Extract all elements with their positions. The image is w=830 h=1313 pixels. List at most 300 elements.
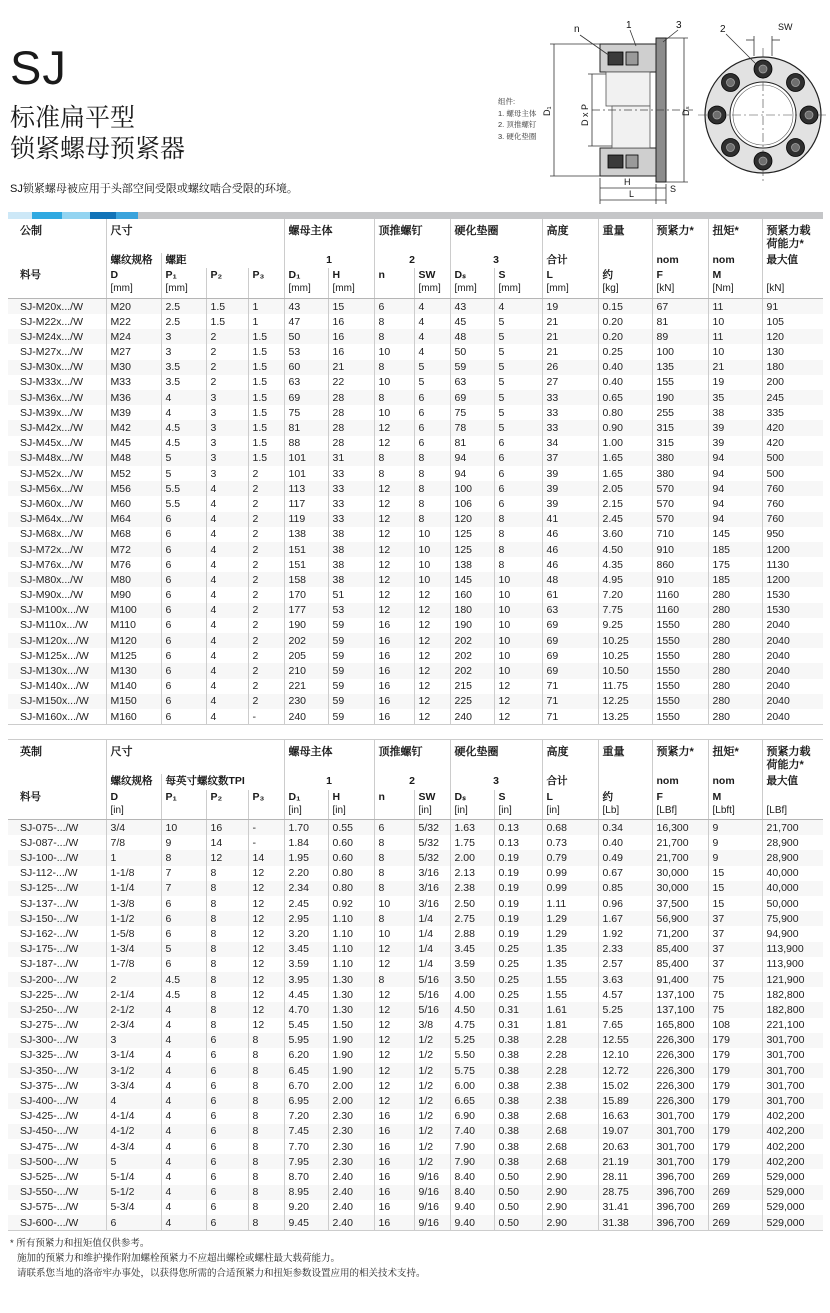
value-cell: M80: [106, 572, 161, 587]
sub-item-3: 3: [450, 774, 542, 789]
value-cell: 8: [374, 466, 414, 481]
value-cell: 4: [161, 1093, 206, 1108]
value-cell: 280: [708, 603, 762, 618]
value-cell: 1-1/4: [106, 881, 161, 896]
value-cell: 1200: [762, 572, 823, 587]
part-number-cell: SJ-M36x.../W: [20, 391, 84, 404]
table-row: [8, 329, 823, 344]
value-cell: 8: [414, 451, 450, 466]
spacer: [8, 774, 106, 789]
value-cell: 6: [161, 679, 206, 694]
value-cell: 8: [374, 911, 414, 926]
value-cell: 0.49: [598, 850, 652, 865]
value-cell: 10: [708, 344, 762, 359]
unit-d1: [mm]: [284, 282, 328, 298]
value-cell: 4: [206, 527, 248, 542]
value-cell: 3: [161, 329, 206, 344]
legend-item-1: 1. 螺母主体: [498, 108, 537, 118]
value-cell: 33: [328, 481, 374, 496]
table-row: [8, 911, 823, 926]
value-cell: 4: [414, 329, 450, 344]
part-number-cell: SJ-225-.../W: [20, 988, 79, 1001]
value-cell: 226,300: [652, 1033, 708, 1048]
value-cell: 420: [762, 436, 823, 451]
value-cell: 89: [652, 329, 708, 344]
value-cell: 1530: [762, 603, 823, 618]
value-cell: 20.63: [598, 1139, 652, 1154]
value-cell: 16: [374, 648, 414, 663]
table-row: [8, 972, 823, 987]
col-n: n: [374, 790, 414, 804]
product-series-title: SJ: [10, 41, 67, 94]
value-cell: 301,700: [762, 1078, 823, 1093]
value-cell: 59: [328, 694, 374, 709]
value-cell: -: [248, 709, 284, 725]
group-torque: 扭矩*: [708, 740, 762, 775]
unit-ds: [in]: [450, 804, 494, 820]
value-cell: 4: [206, 481, 248, 496]
value-cell: 94: [450, 451, 494, 466]
value-cell: 10.25: [598, 633, 652, 648]
value-cell: 6: [414, 405, 450, 420]
value-cell: 200: [762, 375, 823, 390]
value-cell: 91: [762, 298, 823, 314]
value-cell: 570: [652, 512, 708, 527]
value-cell: 1/2: [414, 1048, 450, 1063]
value-cell: 315: [652, 436, 708, 451]
value-cell: 6: [374, 820, 414, 836]
value-cell: M72: [106, 542, 161, 557]
value-cell: 5.75: [450, 1063, 494, 1078]
value-cell: 1.5: [248, 344, 284, 359]
part-number-cell: SJ-M60x.../W: [20, 497, 84, 510]
value-cell: 16: [374, 1139, 414, 1154]
value-cell: 860: [652, 557, 708, 572]
part-number-cell: SJ-475-.../W: [20, 1140, 79, 1153]
value-cell: 10: [494, 603, 542, 618]
value-cell: 4: [206, 663, 248, 678]
sub-total: 合计: [542, 253, 598, 268]
value-cell: 0.19: [494, 850, 542, 865]
table-row: [8, 1078, 823, 1093]
table-row: [8, 1048, 823, 1063]
value-cell: 5/32: [414, 820, 450, 836]
value-cell: 6.20: [284, 1048, 328, 1063]
value-cell: 301,700: [652, 1109, 708, 1124]
value-cell: 81: [450, 436, 494, 451]
value-cell: 380: [652, 451, 708, 466]
value-cell: M76: [106, 557, 161, 572]
value-cell: M30: [106, 360, 161, 375]
value-cell: 1.90: [328, 1063, 374, 1078]
value-cell: 12: [414, 709, 450, 725]
technical-drawing: [488, 16, 828, 208]
value-cell: 7/8: [106, 835, 161, 850]
value-cell: 2.75: [450, 911, 494, 926]
value-cell: 94: [708, 451, 762, 466]
value-cell: 2.90: [542, 1169, 598, 1184]
value-cell: 5-1/4: [106, 1169, 161, 1184]
value-cell: 12.10: [598, 1048, 652, 1063]
part-number-cell: SJ-M64x.../W: [20, 513, 84, 526]
value-cell: 3/16: [414, 881, 450, 896]
col-l: L: [542, 790, 598, 804]
part-number-cell: SJ-350-.../W: [20, 1064, 79, 1077]
value-cell: 4: [161, 1033, 206, 1048]
col-f: F: [652, 790, 708, 804]
value-cell: 2040: [762, 679, 823, 694]
unit-h: [in]: [328, 804, 374, 820]
value-cell: 0.60: [328, 850, 374, 865]
value-cell: 75: [284, 405, 328, 420]
value-cell: 59: [328, 679, 374, 694]
value-cell: 16: [374, 618, 414, 633]
value-cell: 8: [374, 850, 414, 865]
value-cell: 3.95: [284, 972, 328, 987]
value-cell: 2.5: [161, 298, 206, 314]
value-cell: 0.25: [494, 957, 542, 972]
value-cell: 6: [206, 1124, 248, 1139]
value-cell: 5: [494, 405, 542, 420]
value-cell: 529,000: [762, 1200, 823, 1215]
value-cell: 43: [450, 298, 494, 314]
value-cell: 500: [762, 466, 823, 481]
value-cell: 2.00: [328, 1093, 374, 1108]
unit-d1: [in]: [284, 804, 328, 820]
value-cell: 1.90: [328, 1048, 374, 1063]
value-cell: 120: [762, 329, 823, 344]
value-cell: 226,300: [652, 1078, 708, 1093]
value-cell: 2.13: [450, 866, 494, 881]
value-cell: 8: [248, 1109, 284, 1124]
value-cell: 0.80: [328, 866, 374, 881]
value-cell: 8: [248, 1215, 284, 1231]
value-cell: 6: [161, 694, 206, 709]
value-cell: 12: [374, 420, 414, 435]
value-cell: 37,500: [652, 896, 708, 911]
value-cell: 280: [708, 663, 762, 678]
value-cell: 1: [106, 850, 161, 865]
value-cell: 151: [284, 542, 328, 557]
value-cell: 4: [206, 572, 248, 587]
value-cell: 182,800: [762, 1002, 823, 1017]
value-cell: 16: [374, 1215, 414, 1231]
brand-block: [10, 41, 298, 196]
value-cell: 37: [708, 957, 762, 972]
group-nut-body: 螺母主体: [284, 740, 374, 775]
value-cell: 1550: [652, 694, 708, 709]
unit-f: [LBf]: [652, 804, 708, 820]
value-cell: 6: [374, 298, 414, 314]
value-cell: 21.19: [598, 1154, 652, 1169]
value-cell: 1-1/2: [106, 911, 161, 926]
value-cell: 4.57: [598, 987, 652, 1002]
value-cell: 8: [374, 881, 414, 896]
col-sw: SW: [414, 268, 450, 282]
dim-l: L: [629, 189, 635, 199]
label-2: 2: [720, 24, 726, 35]
value-cell: 12: [374, 957, 414, 972]
value-cell: 78: [450, 420, 494, 435]
value-cell: 61: [542, 587, 598, 602]
col-d1: D₁: [284, 268, 328, 282]
value-cell: 179: [708, 1033, 762, 1048]
value-cell: 6: [206, 1063, 248, 1078]
value-cell: 335: [762, 405, 823, 420]
value-cell: 175: [708, 557, 762, 572]
value-cell: 4: [161, 1018, 206, 1033]
value-cell: 10: [374, 375, 414, 390]
imperial-table-body: [8, 820, 823, 1231]
value-cell: 7: [161, 866, 206, 881]
value-cell: 28.75: [598, 1185, 652, 1200]
value-cell: 1.70: [284, 820, 328, 836]
value-cell: 94: [708, 512, 762, 527]
value-cell: 1.30: [328, 972, 374, 987]
value-cell: 2.50: [450, 896, 494, 911]
value-cell: 0.19: [494, 896, 542, 911]
group-weight: 重量: [598, 219, 652, 253]
col-max: [762, 268, 823, 282]
table-row: [8, 390, 823, 405]
value-cell: 8.70: [284, 1169, 328, 1184]
value-cell: 179: [708, 1063, 762, 1078]
value-cell: 3/8: [414, 1018, 450, 1033]
spacer: [206, 804, 248, 820]
value-cell: 15: [708, 881, 762, 896]
table-row: [8, 542, 823, 557]
value-cell: 225: [450, 694, 494, 709]
value-cell: 137,100: [652, 987, 708, 1002]
value-cell: 16: [374, 633, 414, 648]
value-cell: -: [248, 835, 284, 850]
value-cell: 16: [374, 709, 414, 725]
value-cell: 21,700: [652, 850, 708, 865]
value-cell: 910: [652, 572, 708, 587]
value-cell: 0.99: [542, 866, 598, 881]
value-cell: 2.28: [542, 1048, 598, 1063]
value-cell: 910: [652, 542, 708, 557]
value-cell: 0.19: [494, 926, 542, 941]
part-number-cell: SJ-450-.../W: [20, 1125, 79, 1138]
value-cell: 48: [542, 572, 598, 587]
value-cell: 0.38: [494, 1124, 542, 1139]
value-cell: 2.40: [328, 1185, 374, 1200]
value-cell: 8: [161, 850, 206, 865]
value-cell: M33: [106, 375, 161, 390]
value-cell: 14: [248, 850, 284, 865]
part-number-cell: SJ-M140x.../W: [20, 680, 89, 693]
value-cell: 8: [494, 557, 542, 572]
value-cell: 8: [248, 1139, 284, 1154]
subtitle-line-1: 标准扁平型: [10, 104, 136, 132]
value-cell: 3: [161, 344, 206, 359]
value-cell: 0.38: [494, 1109, 542, 1124]
table-row: [8, 298, 823, 314]
value-cell: 3.5: [161, 375, 206, 390]
part-number-cell: SJ-525-.../W: [20, 1170, 79, 1183]
value-cell: 21: [542, 314, 598, 329]
value-cell: 2: [248, 603, 284, 618]
value-cell: 0.20: [598, 314, 652, 329]
value-cell: 69: [542, 618, 598, 633]
value-cell: 3.63: [598, 972, 652, 987]
value-cell: 9: [708, 820, 762, 836]
value-cell: 21,700: [762, 820, 823, 836]
value-cell: 301,700: [652, 1124, 708, 1139]
value-cell: 0.40: [598, 835, 652, 850]
value-cell: 12: [494, 694, 542, 709]
value-cell: 75: [708, 1002, 762, 1017]
value-cell: 8: [206, 942, 248, 957]
value-cell: 81: [652, 314, 708, 329]
value-cell: 108: [708, 1018, 762, 1033]
table-row: [8, 957, 823, 972]
value-cell: 46: [542, 557, 598, 572]
value-cell: 2.68: [542, 1139, 598, 1154]
value-cell: 1.61: [542, 1002, 598, 1017]
value-cell: 0.80: [598, 405, 652, 420]
value-cell: 10: [374, 344, 414, 359]
value-cell: 50,000: [762, 896, 823, 911]
value-cell: 0.40: [598, 375, 652, 390]
part-number-cell: SJ-400-.../W: [20, 1095, 79, 1108]
value-cell: 6: [161, 618, 206, 633]
value-cell: 6.45: [284, 1063, 328, 1078]
value-cell: 33: [328, 466, 374, 481]
unit-s: [in]: [494, 804, 542, 820]
legend-item-3: 3. 硬化垫圈: [498, 131, 537, 141]
value-cell: 1/4: [414, 957, 450, 972]
value-cell: 6: [161, 633, 206, 648]
value-cell: 5: [494, 360, 542, 375]
value-cell: 4.5: [161, 972, 206, 987]
value-cell: 7.75: [598, 603, 652, 618]
value-cell: 2: [248, 648, 284, 663]
value-cell: 8: [248, 1048, 284, 1063]
footnote-2: 施加的预紧力和维护操作附加螺栓预紧力不应超出螺栓或螺柱最大载荷能力。: [17, 1252, 341, 1264]
unit-p1: [mm]: [161, 282, 206, 298]
value-cell: 301,700: [762, 1093, 823, 1108]
value-cell: 6: [206, 1154, 248, 1169]
value-cell: 37: [542, 451, 598, 466]
value-cell: 3: [206, 390, 248, 405]
part-number-cell: SJ-M33x.../W: [20, 376, 84, 389]
part-number-cell: SJ-M76x.../W: [20, 558, 84, 571]
value-cell: 10: [494, 572, 542, 587]
value-cell: 48: [450, 329, 494, 344]
value-cell: 8.40: [450, 1185, 494, 1200]
value-cell: 8: [248, 1033, 284, 1048]
part-number-cell: SJ-M90x.../W: [20, 589, 84, 602]
value-cell: 2: [248, 496, 284, 511]
value-cell: M90: [106, 587, 161, 602]
value-cell: 8: [248, 1185, 284, 1200]
value-cell: 12.25: [598, 694, 652, 709]
value-cell: 180: [450, 603, 494, 618]
value-cell: 1.65: [598, 466, 652, 481]
value-cell: 75: [450, 405, 494, 420]
table-row: [8, 436, 823, 451]
value-cell: 10: [374, 896, 414, 911]
value-cell: 5: [494, 329, 542, 344]
value-cell: 28,900: [762, 850, 823, 865]
unit-ds: [mm]: [450, 282, 494, 298]
value-cell: 0.50: [494, 1200, 542, 1215]
value-cell: 1-7/8: [106, 957, 161, 972]
part-number-cell: SJ-250-.../W: [20, 1003, 79, 1016]
value-cell: 6: [161, 542, 206, 557]
value-cell: 6: [414, 420, 450, 435]
value-cell: 35: [708, 390, 762, 405]
value-cell: 16: [374, 1109, 414, 1124]
value-cell: 1.29: [542, 911, 598, 926]
value-cell: 5: [494, 420, 542, 435]
value-cell: 2.45: [284, 896, 328, 911]
value-cell: 9.20: [284, 1200, 328, 1215]
group-jack-screw: 顶推螺钉: [374, 219, 450, 253]
col-m: M: [708, 790, 762, 804]
value-cell: 100: [450, 481, 494, 496]
value-cell: 125: [450, 527, 494, 542]
value-cell: 9.25: [598, 618, 652, 633]
group-system: 英制: [20, 746, 42, 759]
value-cell: 1200: [762, 542, 823, 557]
value-cell: 950: [762, 527, 823, 542]
value-cell: 94,900: [762, 926, 823, 941]
part-number-cell: SJ-300-.../W: [20, 1034, 79, 1047]
value-cell: 12: [374, 542, 414, 557]
value-cell: 1530: [762, 587, 823, 602]
value-cell: 8.95: [284, 1185, 328, 1200]
value-cell: 138: [450, 557, 494, 572]
part-number-cell: SJ-M130x.../W: [20, 665, 89, 677]
col-p2: P₂: [206, 268, 248, 282]
value-cell: 179: [708, 1048, 762, 1063]
value-cell: 6.95: [284, 1093, 328, 1108]
value-cell: 39: [542, 496, 598, 511]
value-cell: 3.60: [598, 527, 652, 542]
part-number-cell: SJ-187-.../W: [20, 958, 79, 971]
value-cell: 155: [652, 375, 708, 390]
value-cell: 38: [328, 572, 374, 587]
value-cell: 1/2: [414, 1093, 450, 1108]
value-cell: M52: [106, 466, 161, 481]
value-cell: 179: [708, 1154, 762, 1169]
value-cell: 12: [494, 679, 542, 694]
value-cell: 10: [494, 618, 542, 633]
value-cell: 30,000: [652, 866, 708, 881]
value-cell: 0.67: [598, 866, 652, 881]
value-cell: 15: [328, 298, 374, 314]
sub-max: 最大值: [762, 253, 823, 268]
table-row: [8, 481, 823, 496]
value-cell: 28,900: [762, 835, 823, 850]
unit-l: [in]: [542, 804, 598, 820]
sub-item-2: 2: [374, 774, 450, 789]
value-cell: 2: [248, 663, 284, 678]
value-cell: 0.99: [542, 881, 598, 896]
value-cell: 3.59: [284, 957, 328, 972]
value-cell: 1.10: [328, 911, 374, 926]
value-cell: 12: [248, 1002, 284, 1017]
value-cell: 3: [206, 436, 248, 451]
value-cell: 94: [708, 496, 762, 511]
value-cell: 269: [708, 1215, 762, 1231]
value-cell: 6: [206, 1200, 248, 1215]
value-cell: 4: [161, 1002, 206, 1017]
group-weight: 重量: [598, 740, 652, 775]
